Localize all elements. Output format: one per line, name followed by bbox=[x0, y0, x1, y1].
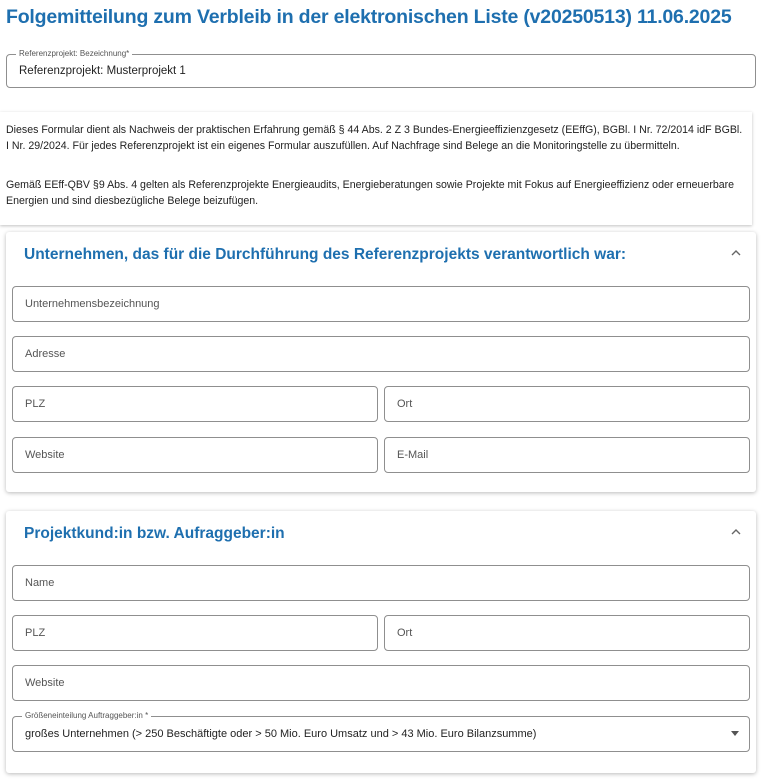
company-city-input[interactable] bbox=[384, 386, 750, 422]
collapse-chevron-icon[interactable] bbox=[730, 525, 742, 537]
client-city-placeholder: Ort bbox=[397, 627, 413, 639]
client-name-placeholder: Name bbox=[25, 577, 55, 589]
company-name-placeholder: Unternehmensbezeichnung bbox=[25, 298, 160, 310]
page-title: Folgemitteilung zum Verbleib in der elektronischen Liste (v20250513) 11.06.2025 bbox=[6, 6, 732, 28]
company-name-input[interactable] bbox=[12, 286, 750, 322]
company-zip-input[interactable] bbox=[12, 386, 378, 422]
company-website-input[interactable] bbox=[12, 437, 378, 473]
collapse-chevron-icon[interactable] bbox=[730, 246, 742, 258]
company-city-placeholder: Ort bbox=[397, 398, 413, 410]
client-website-input[interactable] bbox=[12, 665, 750, 701]
client-zip-placeholder: PLZ bbox=[25, 627, 46, 639]
info-paragraph-2: Gemäß EEff-QBV §9 Abs. 4 gelten als Referenzprojekte Energieaudits, Energieberatungen sowie Projekte mit Fokus auf Energieeffizienz oder erneuerbare Energien und sind diesbezügliche Belege beizufügen. bbox=[6, 179, 735, 207]
company-address-input[interactable] bbox=[12, 336, 750, 372]
client-section bbox=[6, 511, 756, 773]
company-zip-placeholder: PLZ bbox=[25, 398, 46, 410]
reference-project-field[interactable] bbox=[6, 49, 756, 88]
client-section-title: Projektkund:in bzw. Aufraggeber:in bbox=[24, 525, 285, 542]
info-paragraph-1: Dieses Formular dient als Nachweis der praktischen Erfahrung gemäß § 44 Abs. 2 Z 3 Bundes-Energieeffizienzgesetz (EEffG), BGBl. I Nr. 72/2014 idF BGBl. I Nr. 29/2024. Für jedes Referenzprojekt ist ein eigenes Formular auszufüllen. Auf Nachfrage sind Belege an die Monitoringstelle zu übermitteln. bbox=[6, 124, 743, 152]
client-website-placeholder: Website bbox=[25, 677, 65, 689]
client-zip-input[interactable] bbox=[12, 615, 378, 651]
reference-project-label: Referenzprojekt: Bezeichnung* bbox=[16, 49, 132, 59]
company-section-title: Unternehmen, das für die Durchführung des Referenzprojekts verantwortlich war: bbox=[24, 246, 627, 263]
company-email-placeholder: E-Mail bbox=[397, 449, 429, 461]
client-city-input[interactable] bbox=[384, 615, 750, 651]
client-size-label: Größeneinteilung Auftraggeber:in * bbox=[22, 711, 151, 721]
info-box bbox=[0, 112, 752, 225]
company-website-placeholder: Website bbox=[25, 449, 65, 461]
company-section bbox=[6, 232, 756, 492]
client-size-value: großes Unternehmen (> 250 Beschäftigte oder > 50 Mio. Euro Umsatz und > 43 Mio. Euro Bilanzsumme) bbox=[25, 728, 537, 740]
client-size-select[interactable] bbox=[12, 711, 750, 752]
client-name-input[interactable] bbox=[12, 565, 750, 601]
reference-project-value: Referenzprojekt: Musterprojekt 1 bbox=[19, 65, 186, 77]
company-address-placeholder: Adresse bbox=[25, 348, 66, 360]
dropdown-arrow-icon[interactable] bbox=[731, 731, 739, 736]
company-email-input[interactable] bbox=[384, 437, 750, 473]
